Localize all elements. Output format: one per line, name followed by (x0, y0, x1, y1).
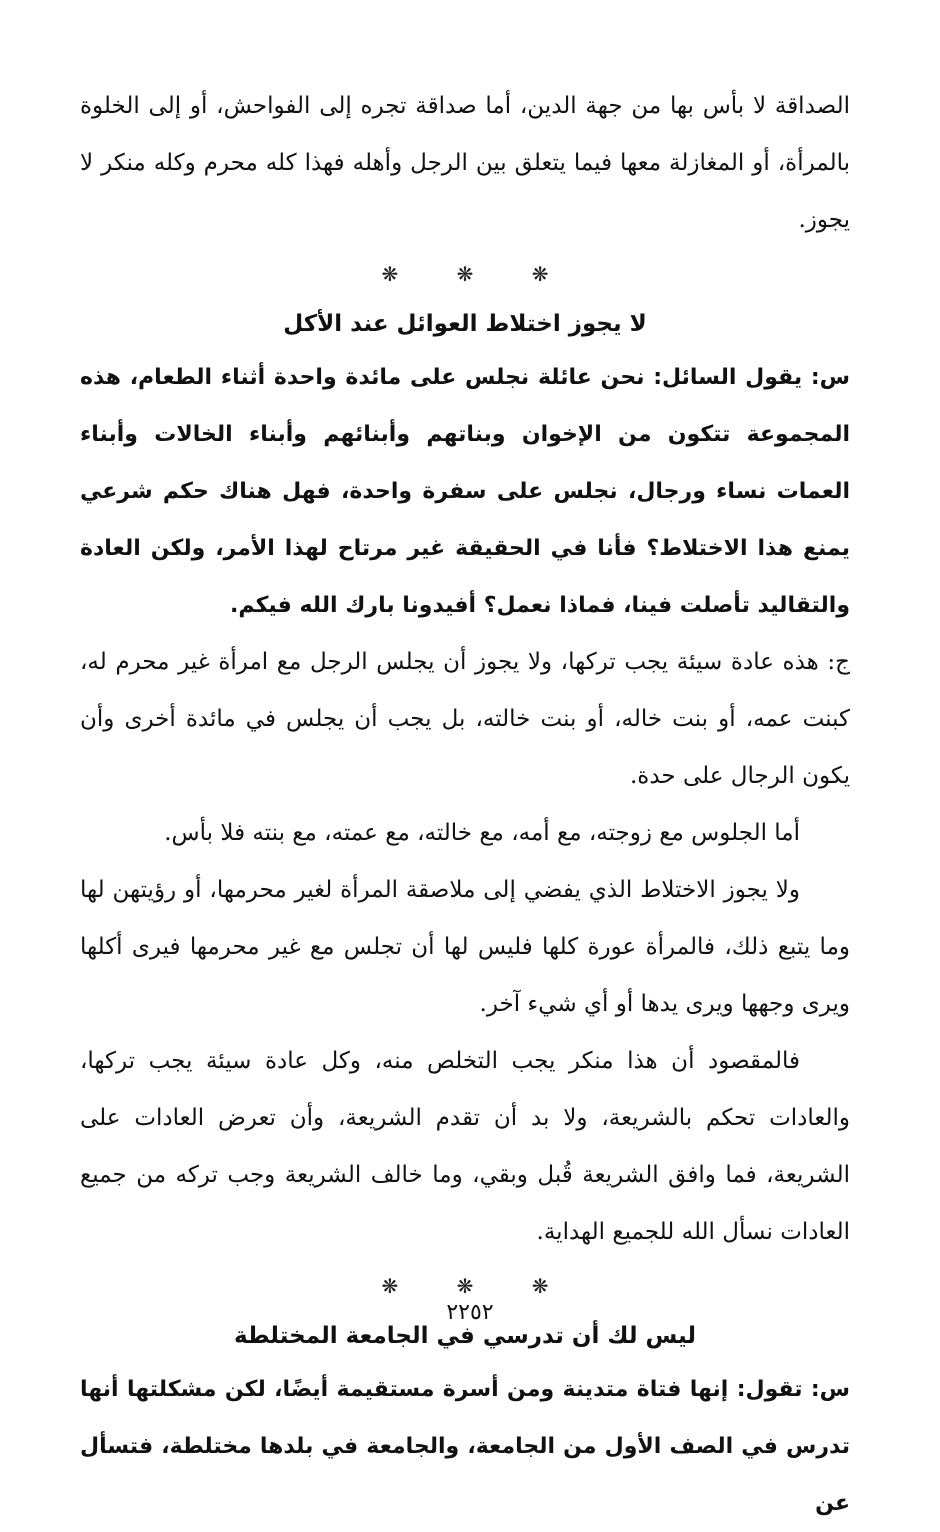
answer-paragraph: ج: هذه عادة سيئة يجب تركها، ولا يجوز أن يجلس الرجل مع امرأة غير محرم له، كبنت عمه، أو بنت خاله، أو بنت خالته، بل يجب أن يجلس في مائدة أخرى وأن يكون الرجال على حدة. (80, 649, 850, 789)
answer-paragraph: ولا يجوز الاختلاط الذي يفضي إلى ملاصقة المرأة لغير محرمها، أو رؤيتهن لها وما يتبع ذلك، فالمرأة عورة كلها فليس لها أن تجلس مع غير محرمها فيرى أكلها ويرى وجهها ويرى يدها أو أي شيء آخر. (80, 877, 850, 1017)
page-number: ٢٢٥٢ (446, 1300, 494, 1325)
section-heading-family-mixing: لا يجوز اختلاط العوائل عند الأكل (283, 311, 647, 337)
paragraph-intro: الصداقة لا بأس بها من جهة الدين، أما صداقة تجره إلى الفواحش، أو إلى الخلوة بالمرأة، أو المغازلة معها فيما يتعلق بين الرجل وأهله فهذا كله محرم وكله منكر لا يجوز. (80, 93, 850, 233)
question-paragraph: س: يقول السائل: نحن عائلة نجلس على مائدة واحدة أثناء الطعام، هذه المجموعة تتكون من الإخوان وبناتهم وأبنائهم وأبناء الخالات وأبناء العمات نساء ورجال، نجلس على سفرة واحدة، فهل هناك حكم شرعي يمنع هذا الاختلاط؟ فأنا في الحقيقة غير مرتاح لهذا الأمر، ولكن العادة والتقاليد تأصلت فينا، فماذا نعمل؟ أفيدونا بارك الله فيكم. (80, 365, 850, 618)
section-heading-mixed-university: ليس لك أن تدرسي في الجامعة المختلطة (233, 1323, 697, 1349)
answer-paragraph: أما الجلوس مع زوجته، مع أمه، مع خالته، مع عمته، مع بنته فلا بأس. (164, 820, 800, 846)
answer-paragraph: فالمقصود أن هذا منكر يجب التخلص منه، وكل عادة سيئة يجب تركها، والعادات تحكم بالشريعة، ولا بد أن تقدم الشريعة، وأن تعرض العادات على الشريعة، فما وافق الشريعة قُبل وبقي، وما خالف الشريعة وجب تركه من جميع العادات نسأل الله للجميع الهداية. (80, 1048, 850, 1245)
separator-stars: ❋ ❋ ❋ (381, 1274, 549, 1298)
separator-stars: ❋ ❋ ❋ (381, 262, 549, 286)
question-paragraph: س: تقول: إنها فتاة متدينة ومن أسرة مستقيمة أيضًا، لكن مشكلتها أنها تدرس في الصف الأول من الجامعة، والجامعة في بلدها مختلطة، فتسأل عن (80, 1377, 850, 1516)
